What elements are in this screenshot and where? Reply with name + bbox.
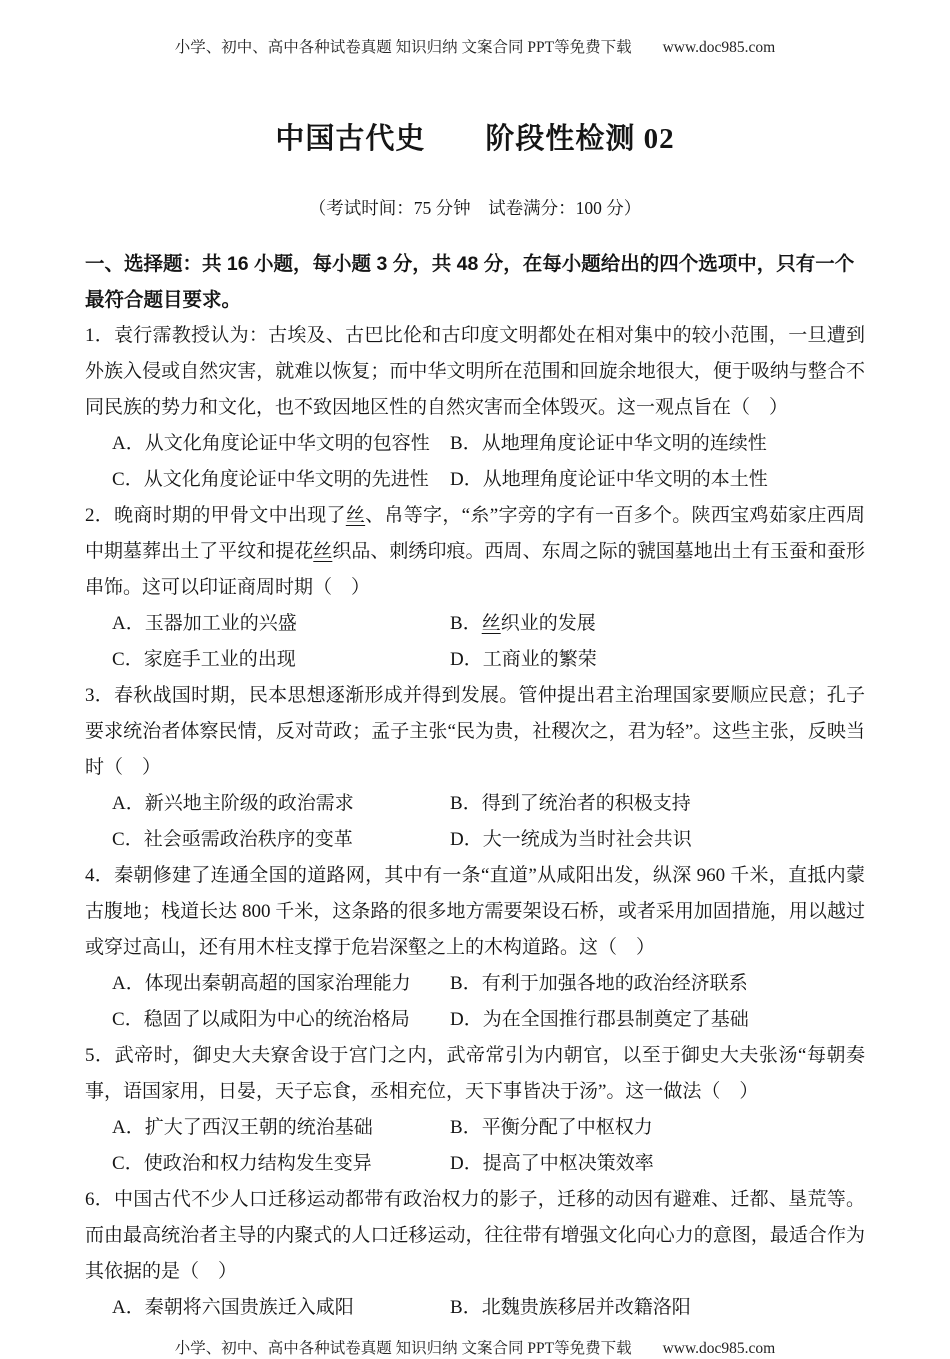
option-label: B	[450, 1297, 463, 1318]
option-3C: C．社会亟需政治秩序的变革	[112, 829, 353, 850]
text-segment: 武帝时，御史大夫寮舍设于宫门之内，武帝常引为内朝官，以至于御史大夫张汤“每朝奏事，语国家用，日晏，天子忘食，丞相充位，天下事皆决于汤”。这一做法（ ）	[85, 1045, 865, 1102]
option-label: C	[112, 829, 125, 850]
option-label: A	[112, 1117, 126, 1138]
option-label: B	[450, 973, 463, 994]
option-label: D	[450, 1009, 464, 1030]
text-segment: 大一统成为当时社会共识	[482, 829, 692, 850]
text-segment: 有利于加强各地的政治经济联系	[481, 973, 748, 994]
option-6B: B．北魏贵族移居并改籍洛阳	[450, 1297, 691, 1318]
underlined-text: 丝	[313, 541, 333, 562]
option-label: C	[112, 649, 125, 670]
question-stem: 1．袁行霈教授认为：古埃及、古巴比伦和古印度文明都处在相对集中的较小范围，一旦遭到外族入侵或自然灾害，就难以恢复；而中华文明所在范围和回旋余地很大，便于吸纳与整合不同民族的势力和文化，也不致因地区性的自然灾害而全体毁灭。这一观点旨在（ ）	[85, 325, 865, 418]
question-3	[85, 678, 865, 858]
option-label: B	[450, 613, 463, 634]
page-footer: 小学、初中、高中各种试卷真题 知识归纳 文案合同 PPT等免费下载 www.doc985.com	[174, 1340, 776, 1357]
question-stem: 6．中国古代不少人口迁移运动都带有政治权力的影子，迁移的动因有避难、迁都、垦荒等。而由最高统治者主导的内聚式的人口迁移运动，往往带有增强文化向心力的意图，最适合作为其依据的是（ ）	[85, 1189, 865, 1282]
text-segment: 从文化角度论证中华文明的先进性	[143, 469, 429, 490]
question-number: 3	[85, 685, 95, 706]
option-5A: A．扩大了西汉王朝的统治基础	[112, 1117, 373, 1138]
option-label: C	[112, 1153, 125, 1174]
question-number: 2	[85, 505, 95, 526]
text-segment: 北魏贵族移居并改籍洛阳	[481, 1297, 691, 1318]
text-segment: 为在全国推行郡县制奠定了基础	[482, 1009, 749, 1030]
option-2A: A．玉器加工业的兴盛	[112, 613, 297, 634]
question-1	[85, 318, 865, 498]
text-segment: 工商业的繁荣	[482, 649, 597, 670]
option-1B: B．从地理角度论证中华文明的连续性	[450, 433, 767, 454]
options-grid	[112, 426, 865, 498]
text-segment: 扩大了西汉王朝的统治基础	[144, 1117, 373, 1138]
option-label: B	[450, 793, 463, 814]
option-label: A	[112, 793, 126, 814]
option-label: D	[450, 469, 464, 490]
option-1C: C．从文化角度论证中华文明的先进性	[112, 469, 429, 490]
text-segment: 秦朝将六国贵族迁入咸阳	[144, 1297, 354, 1318]
doc-title: 中国古代史 阶段性检测 02	[275, 123, 675, 155]
question-6	[85, 1182, 865, 1326]
options-grid	[112, 966, 865, 1038]
option-label: D	[450, 829, 464, 850]
text-segment: 社会亟需政治秩序的变革	[143, 829, 353, 850]
option-label: C	[112, 1009, 125, 1030]
question-2	[85, 498, 865, 678]
option-label: D	[450, 649, 464, 670]
option-5C: C．使政治和权力结构发生变异	[112, 1153, 372, 1174]
option-4A: A．体现出秦朝高超的国家治理能力	[112, 973, 411, 994]
options-grid	[112, 1110, 865, 1182]
question-number: 6	[85, 1189, 95, 1210]
question-4	[85, 858, 865, 1038]
option-label: A	[112, 973, 126, 994]
question-number: 1	[85, 325, 95, 346]
options-grid	[112, 606, 865, 678]
question-number: 5	[85, 1045, 95, 1066]
text-segment: 、帛等字，“糸”字旁的字有一百多个。陕西宝鸡茹家庄西周中期墓葬出土了平纹和提花	[85, 505, 865, 562]
text-segment: 晚商时期的甲骨文中出现了	[114, 505, 346, 526]
question-stem: 4．秦朝修建了连通全国的道路网，其中有一条“直道”从咸阳出发，纵深 960 千米，直抵内蒙古腹地；栈道长达 800 千米，这条路的很多地方需要架设石桥，或者采用加固措施，用以越过或穿过高山，还有用木柱支撑于危岩深壑之上的木构道路。这（ ）	[85, 865, 865, 958]
option-1D: D．从地理角度论证中华文明的本土性	[450, 469, 768, 490]
option-label: D	[450, 1153, 464, 1174]
exam-info: （考试时间：75 分钟 试卷满分：100 分）	[308, 198, 642, 218]
text-segment: 体现出秦朝高超的国家治理能力	[144, 973, 411, 994]
options-grid	[112, 1290, 865, 1326]
text-segment: 从地理角度论证中华文明的连续性	[481, 433, 767, 454]
text-segment: 平衡分配了中枢权力	[481, 1117, 653, 1138]
option-label: A	[112, 613, 126, 634]
option-2B: B．丝织业的发展	[450, 613, 596, 634]
text-segment: 袁行霈教授认为：古埃及、古巴比伦和古印度文明都处在相对集中的较小范围，一旦遭到外族入侵或自然灾害，就难以恢复；而中华文明所在范围和回旋余地很大，便于吸纳与整合不同民族的势力和文化，也不致因地区性的自然灾害而全体毁灭。这一观点旨在（ ）	[85, 325, 865, 418]
option-4B: B．有利于加强各地的政治经济联系	[450, 973, 748, 994]
option-3B: B．得到了统治者的积极支持	[450, 793, 691, 814]
option-label: B	[450, 433, 463, 454]
option-label: A	[112, 1297, 126, 1318]
option-label: B	[450, 1117, 463, 1138]
option-5B: B．平衡分配了中枢权力	[450, 1117, 653, 1138]
option-2C: C．家庭手工业的出现	[112, 649, 296, 670]
option-label: C	[112, 469, 125, 490]
text-segment: 得到了统治者的积极支持	[481, 793, 691, 814]
option-6A: A．秦朝将六国贵族迁入咸阳	[112, 1297, 354, 1318]
text-segment: 织品、刺绣印痕。西周、东周之际的虢国墓地出土有玉蚕和蚕形串饰。这可以印证商周时期（ ）	[85, 541, 865, 598]
question-stem: 2．晚商时期的甲骨文中出现了丝、帛等字，“糸”字旁的字有一百多个。陕西宝鸡茹家庄西周中期墓葬出土了平纹和提花丝织品、刺绣印痕。西周、东周之际的虢国墓地出土有玉蚕和蚕形串饰。这可以印证商周时期（ ）	[85, 505, 865, 598]
text-segment: 稳固了以咸阳为中心的统治格局	[143, 1009, 410, 1030]
option-5D: D．提高了中枢决策效率	[450, 1153, 654, 1174]
options-grid	[112, 786, 865, 858]
questions-list	[85, 318, 865, 1326]
text-segment: 中国古代不少人口迁移运动都带有政治权力的影子，迁移的动因有避难、迁都、垦荒等。而由最高统治者主导的内聚式的人口迁移运动，往往带有增强文化向心力的意图，最适合作为其依据的是（ ）	[85, 1189, 865, 1282]
text-segment: 玉器加工业的兴盛	[144, 613, 297, 634]
text-segment: 从地理角度论证中华文明的本土性	[482, 469, 768, 490]
question-stem: 3．春秋战国时期，民本思想逐渐形成并得到发展。管仲提出君主治理国家要顺应民意；孔子要求统治者体察民情，反对苛政；孟子主张“民为贵，社稷次之，君为轻”。这些主张，反映当时（ ）	[85, 685, 865, 778]
text-segment: 织业的发展	[500, 613, 596, 634]
underlined-text: 丝	[481, 613, 501, 634]
page-header: 小学、初中、高中各种试卷真题 知识归纳 文案合同 PPT等免费下载 www.doc985.com	[174, 39, 776, 56]
text-segment: 秦朝修建了连通全国的道路网，其中有一条“直道”从咸阳出发，纵深 960 千米，直抵内蒙古腹地；栈道长达 800 千米，这条路的很多地方需要架设石桥，或者采用加固措施，用以越过或穿过高山，还有用木柱支撑于危岩深壑之上的木构道路。这（ ）	[85, 865, 865, 958]
text-segment: 使政治和权力结构发生变异	[143, 1153, 372, 1174]
question-number: 4	[85, 865, 95, 886]
question-stem: 5．武帝时，御史大夫寮舍设于宫门之内，武帝常引为内朝官，以至于御史大夫张汤“每朝奏事，语国家用，日晏，天子忘食，丞相充位，天下事皆决于汤”。这一做法（ ）	[85, 1045, 865, 1102]
text-segment: 从文化角度论证中华文明的包容性	[144, 433, 430, 454]
underlined-text: 丝	[345, 505, 366, 526]
option-3A: A．新兴地主阶级的政治需求	[112, 793, 354, 814]
option-label: A	[112, 433, 126, 454]
text-segment: 家庭手工业的出现	[143, 649, 296, 670]
section-heading: 一、选择题：共 16 小题，每小题 3 分，共 48 分，在每小题给出的四个选项中，只有一个最符合题目要求。	[85, 253, 855, 311]
text-segment: 春秋战国时期，民本思想逐渐形成并得到发展。管仲提出君主治理国家要顺应民意；孔子要求统治者体察民情，反对苛政；孟子主张“民为贵，社稷次之，君为轻”。这些主张，反映当时（ ）	[85, 685, 865, 778]
option-3D: D．大一统成为当时社会共识	[450, 829, 692, 850]
option-1A: A．从文化角度论证中华文明的包容性	[112, 433, 430, 454]
option-2D: D．工商业的繁荣	[450, 649, 597, 670]
text-segment: 提高了中枢决策效率	[482, 1153, 654, 1174]
text-segment: 新兴地主阶级的政治需求	[144, 793, 354, 814]
option-4D: D．为在全国推行郡县制奠定了基础	[450, 1009, 749, 1030]
option-4C: C．稳固了以咸阳为中心的统治格局	[112, 1009, 410, 1030]
question-5	[85, 1038, 865, 1182]
